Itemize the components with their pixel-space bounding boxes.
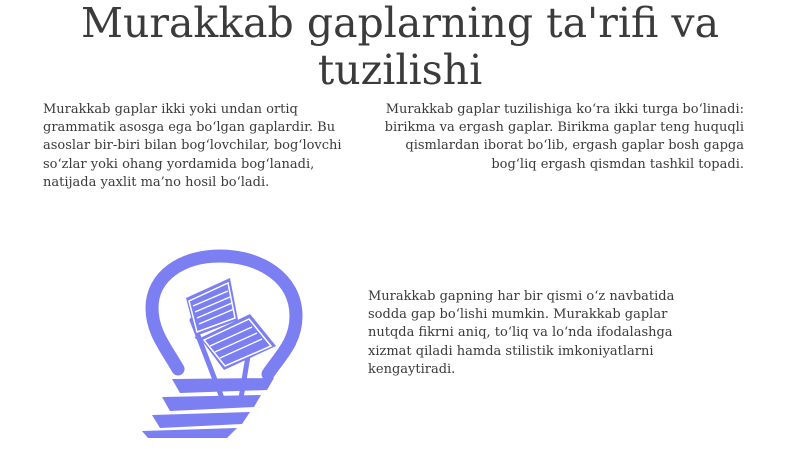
bulb-base	[142, 378, 274, 438]
paragraph-structure: Murakkab gaplar tuzilishiga ko‘ra ikki turga bo‘linadi: birikma va ergash gaplar. Birikma gaplar teng huquqli qismlardan iborat bo‘lib, ergash gaplar bosh gapga bog‘liq ergash qismdan tashkil topadi.	[384, 102, 744, 172]
slide-title: Murakkab gaplarning ta'rifi va tuzilishi	[80, 0, 720, 94]
paragraph-definition: Murakkab gaplar ikki yoki undan ortiq grammatik asosga ega bo‘lgan gaplardir. Bu asoslar bir-biri bilan bog‘lovchilar, bog‘lovchi so‘zlar yoki ohang yordamida bog‘lanadi, natijada yaxlit ma’no hosil bo‘ladi.	[43, 102, 342, 190]
lightbulb-book-icon	[100, 248, 312, 438]
paragraph-function: Murakkab gapning har bir qismi o‘z navbatida sodda gap bo‘lishi mumkin. Murakkab gaplar nutqda fikrni aniq, to‘liq va lo‘nda ifodalashga xizmat qiladi hamda stilistik imkoniyatlarni kengaytiradi.	[368, 289, 675, 377]
book-icon	[186, 278, 276, 370]
